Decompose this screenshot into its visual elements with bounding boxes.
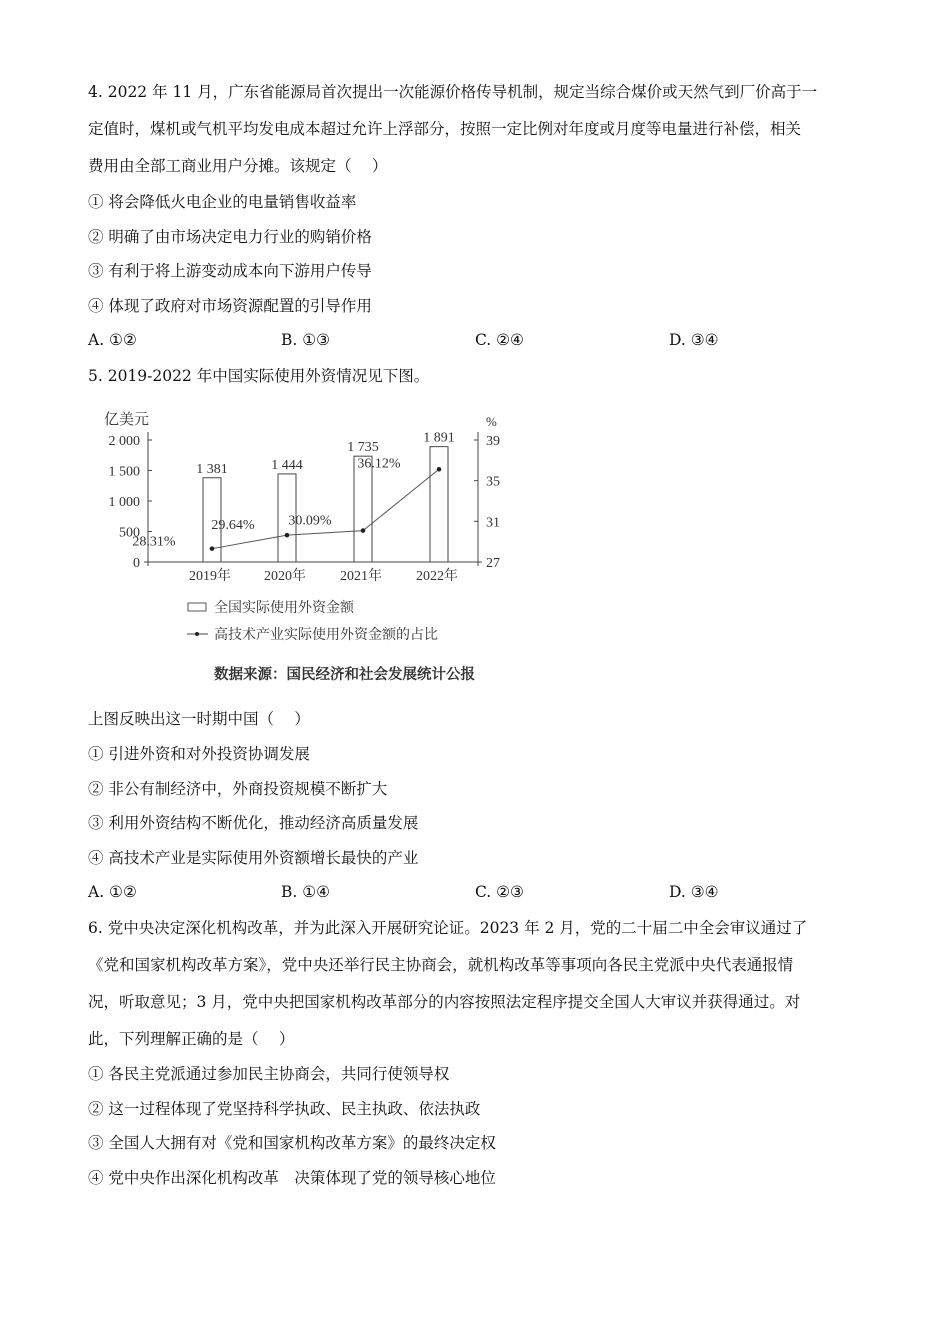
legend-line-label: 高技术产业实际使用外资金额的占比 — [214, 628, 438, 643]
q6-stem-line: 况，听取意见；3 月，党中央把国家机构改革部分的内容按照法定程序提交全国人大审议并获得通过。对 — [88, 993, 801, 1011]
y-tick-label: 0 — [133, 556, 140, 571]
q5-option-c[interactable]: C. ②③ — [475, 883, 524, 901]
legend-bar-swatch — [188, 603, 206, 611]
share-point — [210, 546, 215, 551]
q6-item: ④ 党中央作出深化机构改革 决策体现了党的领导核心地位 — [88, 1169, 496, 1187]
foreign-investment-chart — [90, 400, 520, 690]
q5-question: 上图反映出这一时期中国（ ） — [88, 710, 310, 728]
q5-item: ② 非公有制经济中，外商投资规模不断扩大 — [88, 780, 388, 798]
q4-stem-line: 4. 2022 年 11 月，广东省能源局首次提出一次能源价格传导机制，规定当综合煤价或天然气到厂价高于一 — [88, 83, 818, 101]
legend-line-marker — [195, 632, 199, 636]
q5-option-b[interactable]: B. ①④ — [281, 883, 331, 901]
q4-option-b[interactable]: B. ①③ — [281, 331, 331, 349]
q6-item: ③ 全国人大拥有对《党和国家机构改革方案》的最终决定权 — [88, 1134, 496, 1152]
x-tick-label: 2022年 — [416, 569, 458, 584]
q6-item: ① 各民主党派通过参加民主协商会，共同行使领导权 — [88, 1065, 450, 1083]
q4-option-c[interactable]: C. ②④ — [475, 331, 524, 349]
q5-item: ③ 利用外资结构不断优化，推动经济高质量发展 — [88, 814, 419, 832]
share-point — [361, 528, 366, 533]
y-tick-label: 2 000 — [108, 434, 140, 449]
q4-item: ② 明确了由市场决定电力行业的购销价格 — [88, 228, 372, 246]
share-point — [285, 533, 290, 538]
q6-item: ② 这一过程体现了党坚持科学执政、民主执政、依法执政 — [88, 1100, 481, 1118]
q5-stem: 5. 2019-2022 年中国实际使用外资情况见下图。 — [88, 367, 430, 385]
chart-source: 数据来源：国民经济和社会发展统计公报 — [214, 667, 475, 683]
bar — [354, 456, 372, 562]
q5-item: ① 引进外资和对外投资协调发展 — [88, 745, 310, 763]
bar — [430, 447, 448, 562]
share-label: 30.09% — [288, 513, 332, 529]
y2-tick-label: 35 — [486, 474, 500, 490]
y-tick-label: 500 — [119, 525, 140, 541]
bar-value-label: 1 735 — [347, 440, 379, 456]
bar-value-label: 1 444 — [271, 457, 303, 473]
bar-value-label: 1 381 — [196, 461, 228, 477]
share-label: 28.31% — [132, 534, 176, 550]
y2-tick-label: 27 — [486, 556, 500, 571]
y2-tick-label: 39 — [486, 434, 500, 449]
q4-stem-line: 定值时，煤机或气机平均发电成本超过允许上浮部分，按照一定比例对年度或月度等电量进行补偿，相关 — [88, 120, 802, 138]
share-point — [437, 467, 442, 472]
q4-option-a[interactable]: A. ①② — [88, 331, 137, 349]
x-tick-label: 2021年 — [340, 569, 382, 584]
q6-stem-line: 6. 党中央决定深化机构改革，并为此深入开展研究论证。2023 年 2 月，党的二十届二中全会审议通过了 — [88, 919, 808, 937]
q5-item: ④ 高技术产业是实际使用外资额增长最快的产业 — [88, 849, 419, 867]
y-tick-label: 1 000 — [108, 495, 140, 510]
y2-tick-label: 31 — [486, 515, 500, 531]
share-label: 36.12% — [357, 456, 401, 472]
share-line — [212, 469, 439, 548]
x-tick-label: 2020年 — [264, 569, 306, 584]
share-label: 29.64% — [211, 518, 255, 534]
q4-stem-line: 费用由全部工商业用户分摊。该规定（ ） — [88, 157, 388, 175]
legend-bar-label: 全国实际使用外资金额 — [214, 601, 354, 616]
q4-item: ③ 有利于将上游变动成本向下游用户传导 — [88, 262, 372, 280]
y-tick-label: 1 500 — [108, 464, 140, 480]
q5-option-a[interactable]: A. ①② — [88, 883, 137, 901]
q4-item: ① 将会降低火电企业的电量销售收益率 — [88, 193, 357, 211]
bar-value-label: 1 891 — [423, 430, 455, 446]
q6-stem-line: 此，下列理解正确的是（ ） — [88, 1030, 295, 1048]
q4-option-d[interactable]: D. ③④ — [669, 331, 719, 349]
q4-item: ④ 体现了政府对市场资源配置的引导作用 — [88, 297, 372, 315]
x-tick-label: 2019年 — [189, 569, 231, 584]
q5-option-d[interactable]: D. ③④ — [669, 883, 719, 901]
y-axis-label: 亿美元 — [104, 412, 150, 428]
y2-axis-label: % — [486, 414, 497, 429]
q6-stem-line: 《党和国家机构改革方案》，党中央还举行民主协商会，就机构改革等事项向各民主党派中央代表通报情 — [88, 956, 794, 974]
